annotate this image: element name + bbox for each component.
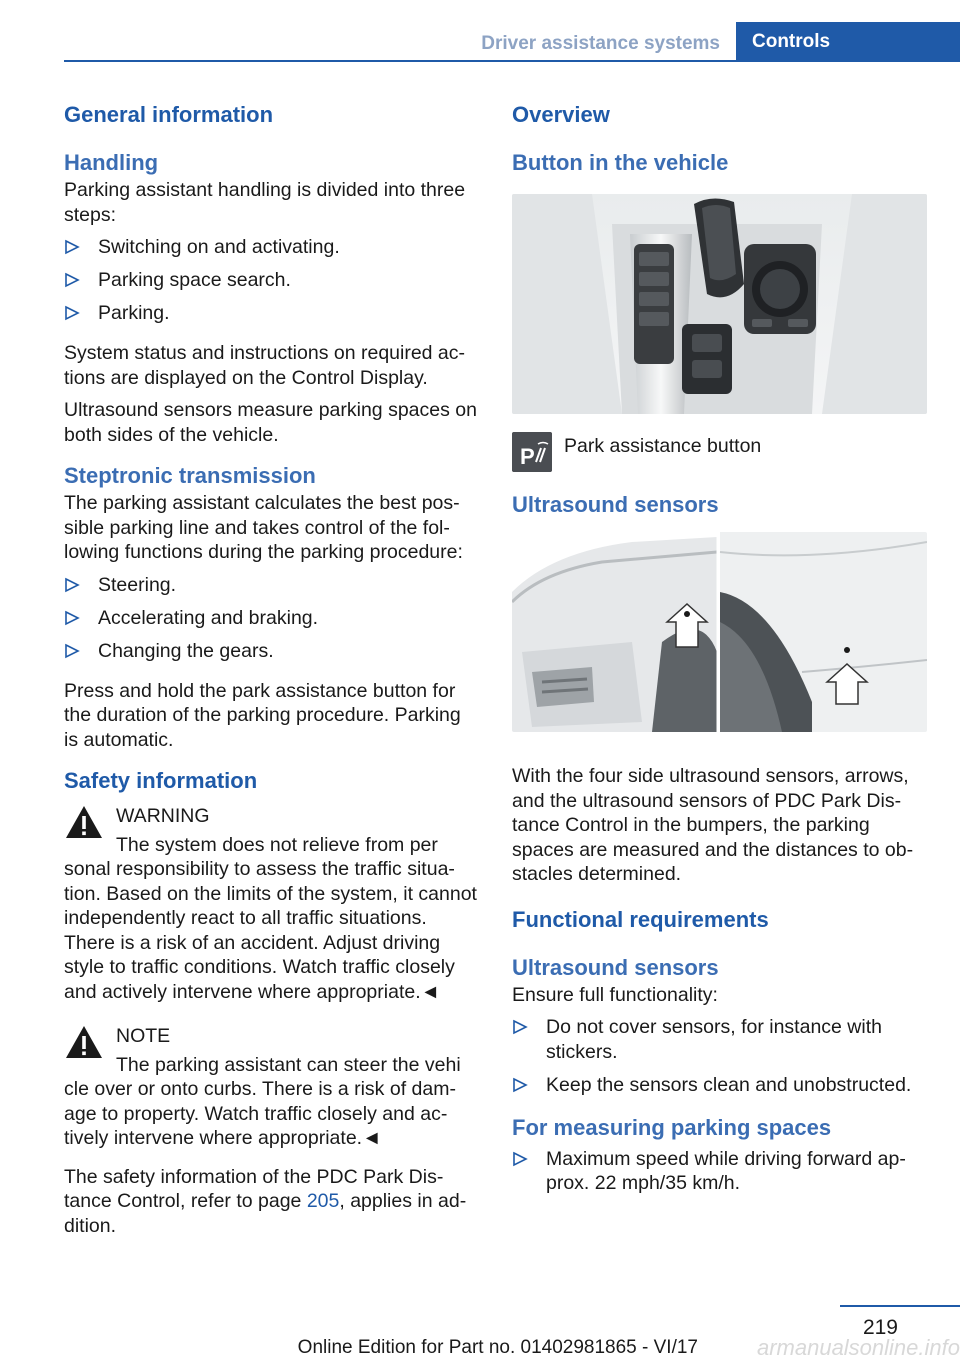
func-sensors-intro: Ensure full functionality: (512, 983, 718, 1006)
handling-intro: Parking assistant handling is divided into three steps: (64, 179, 466, 226)
footer-rule (840, 1305, 960, 1307)
steptronic-heading: Steptronic transmission (64, 463, 316, 488)
triangle-bullet-icon (512, 1015, 528, 1039)
triangle-bullet-icon (64, 235, 80, 259)
page-header (0, 0, 960, 62)
triangle-bullet-icon (64, 268, 80, 292)
triangle-bullet-icon (64, 639, 80, 663)
left-column (64, 100, 479, 1246)
edition-info: Online Edition for Part no. 01402981865 - VI/17 (297, 1337, 698, 1358)
center-console-photo (512, 194, 927, 414)
list-item-text: Steering. (98, 573, 177, 596)
steptronic-list (64, 573, 479, 671)
ultrasound-sensors-heading: Ultrasound sensors (512, 492, 719, 517)
sensors-paragraph: With the four side ultrasound sensors, arrows, and the ultrasound sensors of PDC Park Distance Control in the bumpers, the parking spaces are measured and the distances to obstacles determined. (512, 765, 914, 885)
functional-requirements-heading: Functional requirements (512, 906, 769, 932)
note-text-first: The parking assistant can steer the vehi (116, 1053, 461, 1076)
steptronic-paragraph: Press and hold the park assistance button for the duration of the parking procedure. Parking is automatic. (64, 679, 461, 751)
park-assistance-button-icon (512, 432, 552, 472)
handling-paragraph-1: System status and instructions on required actions are displayed on the Control Display. (64, 342, 466, 389)
list-item (64, 300, 479, 333)
measuring-list (512, 1147, 927, 1204)
list-item (64, 573, 479, 605)
list-item (64, 235, 479, 267)
warning-text-first: The system does not relieve from per (116, 833, 438, 856)
list-item (512, 1072, 927, 1105)
note-text: cle over or onto curbs. There is a risk of damage to property. Watch traffic closely and actively intervene where appropriate.◄ (64, 1078, 456, 1149)
warning-title: WARNING (116, 805, 210, 827)
overview-heading: Overview (512, 102, 610, 127)
list-item-text: Switching on and activating. (98, 236, 340, 258)
safety-heading: Safety information (64, 768, 258, 793)
warning-text: sonal responsibility to assess the traffic situation. Based on the limits of the system, it cannot independently react to all traffic situations. There is a risk of an accident. Adjust driving style to traffic conditions. Watch traffic closely and actively intervene where appropriate.◄ (64, 858, 477, 1003)
triangle-bullet-icon (64, 606, 80, 630)
handling-heading: Handling (64, 150, 159, 175)
handling-paragraph-2: Ultrasound sensors measure parking spaces on both sides of the vehicle. (64, 399, 477, 446)
triangle-bullet-icon (64, 301, 80, 325)
pdc-text-after: , applies in addition. (64, 1190, 467, 1237)
list-item (512, 1015, 927, 1072)
triangle-bullet-icon (512, 1073, 528, 1097)
measuring-parking-spaces-heading: For measuring parking spaces (512, 1114, 832, 1140)
list-item-text: Changing the gears. (98, 639, 274, 662)
triangle-bullet-icon (64, 573, 80, 597)
header-tab-controls: Controls (736, 22, 960, 62)
right-column (512, 100, 927, 1211)
list-item (64, 605, 479, 638)
warning-notice (64, 804, 479, 1004)
car-sensors-photo (512, 532, 927, 732)
list-item-text: Keep the sensors clean and unobstructed. (546, 1073, 912, 1096)
watermark: armanualsonline.info (756, 1335, 960, 1360)
button-in-vehicle-heading: Button in the vehicle (512, 150, 729, 175)
header-section-title: Driver assistance systems (481, 33, 720, 54)
list-item (64, 267, 479, 300)
page-205-link[interactable]: 205 (306, 1190, 340, 1212)
list-item-text: Parking space search. (98, 269, 291, 291)
list-item-text: Parking. (98, 302, 170, 324)
steptronic-intro: The parking assistant calculates the best possible parking line and takes control of the following functions during the parking procedure: (64, 492, 463, 563)
warning-icon (64, 804, 104, 840)
list-item (512, 1147, 927, 1204)
note-notice (64, 1024, 479, 1151)
handling-steps-list (64, 235, 479, 333)
general-info-heading: General information (64, 102, 274, 127)
list-item-text: Maximum speed while driving forward approx. 22 mph/35 km/h. (546, 1147, 906, 1194)
park-assistance-caption-text: Park assistance button (564, 435, 762, 457)
list-item-text: Do not cover sensors, for instance with stickers. (546, 1016, 882, 1063)
list-item (64, 638, 479, 671)
pdc-reference-paragraph (64, 1165, 479, 1239)
func-sensors-list (512, 1015, 927, 1105)
triangle-bullet-icon (512, 1147, 528, 1171)
note-title: NOTE (116, 1025, 171, 1047)
header-rule (64, 60, 960, 62)
park-assistance-caption (512, 432, 927, 472)
pdc-text-before: The safety information of the PDC Park Distance Control, refer to page (64, 1165, 444, 1212)
svg-text:P: P (520, 444, 535, 469)
page-number: 219 (862, 1316, 898, 1339)
warning-icon (64, 1024, 104, 1060)
func-ultrasound-sensors-heading: Ultrasound sensors (512, 954, 719, 980)
list-item-text: Accelerating and braking. (98, 606, 319, 629)
